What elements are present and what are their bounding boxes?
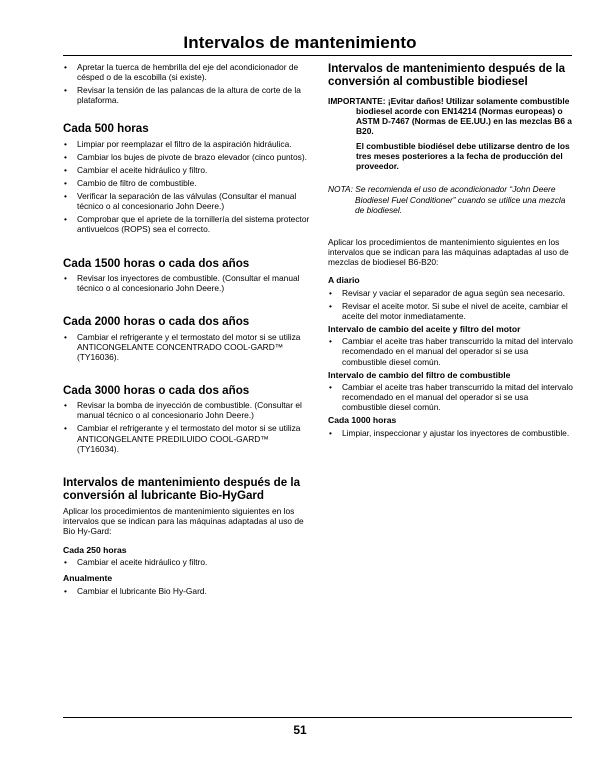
footer-rule <box>63 717 572 718</box>
biodiesel-paragraph: Aplicar los procedimientos de mantenimiento siguientes en los intervalos que se indican para las máquinas adaptadas al uso de mezclas de biodiesel B6-B20: <box>328 236 569 267</box>
nota: NOTA: Se recomienda el uso de acondicionador “John Deere Biodiesel Fuel Conditioner” cuando se utilice una mezcla de biodiesel. <box>328 184 566 215</box>
list-item: • Cambiar el aceite hidráulico y filtro. <box>63 557 310 567</box>
list-item: • Limpiar, inspeccionar y ajustar los inyectores de combustible. <box>328 428 575 438</box>
list-item: • Comprobar que el apriete de la tornillería del sistema protector antivuelcos (ROPS) sea el correcto. <box>63 214 310 234</box>
list-2000 <box>63 332 310 362</box>
list-item: • Cambiar el aceite hidráulico y filtro. <box>63 165 310 175</box>
list-item: • Cambio de filtro de combustible. <box>63 178 310 188</box>
list-oil <box>328 336 575 366</box>
subheading-daily: A diario <box>328 275 360 286</box>
header-rule <box>63 55 572 56</box>
subheading-fuel: Intervalo de cambio del filtro de combustible <box>328 369 511 380</box>
section-heading-2000: Cada 2000 horas o cada dos años <box>63 315 250 329</box>
biohygard-paragraph: Aplicar los procedimientos de mantenimiento siguientes en los intervalos que se indican para las máquinas adaptadas al uso de Bio Hy-Gard: <box>63 505 304 536</box>
subheading-250: Cada 250 horas <box>63 544 127 555</box>
list-item: • Cambiar los bujes de pivote de brazo elevador (cinco puntos). <box>63 152 310 162</box>
intro-list <box>63 62 310 105</box>
list-fuel <box>328 382 575 412</box>
section-heading-500: Cada 500 horas <box>63 122 149 136</box>
list-500 <box>63 139 310 235</box>
list-item: • Limpiar por reemplazar el filtro de la aspiración hidráulica. <box>63 139 310 149</box>
list-1000 <box>328 428 575 438</box>
list-1500 <box>63 273 310 293</box>
list-item: • Cambiar el aceite tras haber transcurrido la mitad del intervalo recomendado en el manual del operador si se usa combustible diesel común. <box>328 336 575 366</box>
list-item: • Cambiar el lubricante Bio Hy-Gard. <box>63 586 310 596</box>
page-title: Intervalos de mantenimiento <box>183 33 417 52</box>
list-item: • Cambiar el refrigerante y el termostato del motor si se utiliza ANTICONGELANTE PREDILUIDO COOL-GARD™ (TY16034). <box>63 423 310 453</box>
important-text-2: El combustible biodiésel debe utilizarse dentro de los tres meses posteriores a la fecha de producción del proveedor. <box>356 141 570 172</box>
important-text: ¡Evitar daños! Utilizar solamente combustible biodiesel acorde con EN14214 (Normas europeas) o ASTM D-7467 (Normas de EE.UU.) en las mezclas B6 a B20. <box>356 95 572 137</box>
subheading-oil: Intervalo de cambio del aceite y filtro del motor <box>328 323 521 334</box>
list-item: • Revisar la bomba de inyección de combustible. (Consultar el manual técnico o al concesionario John Deere.) <box>63 400 310 420</box>
subheading-1000: Cada 1000 horas <box>328 415 397 426</box>
page-number: 51 <box>293 723 307 737</box>
list-250 <box>63 557 310 567</box>
section-heading-3000: Cada 3000 horas o cada dos años <box>63 383 250 397</box>
important-label: IMPORTANTE: <box>328 95 386 106</box>
list-item: • Revisar y vaciar el separador de agua según sea necesario. <box>328 288 575 298</box>
list-item: • Verificar la separación de las válvulas (Consultar el manual técnico o al concesionario John Deere.) <box>63 191 310 211</box>
list-item: • Apretar la tuerca de hembrilla del eje del acondicionador de césped o de la escobilla (si existe). <box>63 62 310 82</box>
subheading-anual: Anualmente <box>63 573 113 584</box>
important-notice <box>328 96 575 172</box>
list-item: • Cambiar el aceite tras haber transcurrido la mitad del intervalo recomendado en el manual del operador si se usa combustible diesel común. <box>328 382 575 412</box>
section-heading-biohygard: Intervalos de mantenimiento después de la conversión al lubricante Bio-HyGard <box>63 475 301 503</box>
list-item: • Revisar la tensión de las palancas de la altura de corte de la plataforma. <box>63 85 310 105</box>
list-anual <box>63 586 310 596</box>
list-item: • Cambiar el refrigerante y el termostato del motor si se utiliza ANTICONGELANTE CONCENTRADO COOL-GARD™ (TY16036). <box>63 332 310 362</box>
section-heading-1500: Cada 1500 horas o cada dos años <box>63 256 250 270</box>
list-item: • Revisar los inyectores de combustible. (Consultar el manual técnico o al concesionario John Deere.) <box>63 273 310 293</box>
left-column <box>63 62 310 599</box>
section-heading-biodiesel: Intervalos de mantenimiento después de la conversión al combustible biodiesel <box>328 62 566 89</box>
list-daily <box>328 288 575 321</box>
list-3000 <box>63 400 310 453</box>
right-column <box>328 62 575 441</box>
list-item: • Revisar el aceite motor. Si sube el nivel de aceite, cambiar el aceite del motor inmediatamente. <box>328 301 575 321</box>
